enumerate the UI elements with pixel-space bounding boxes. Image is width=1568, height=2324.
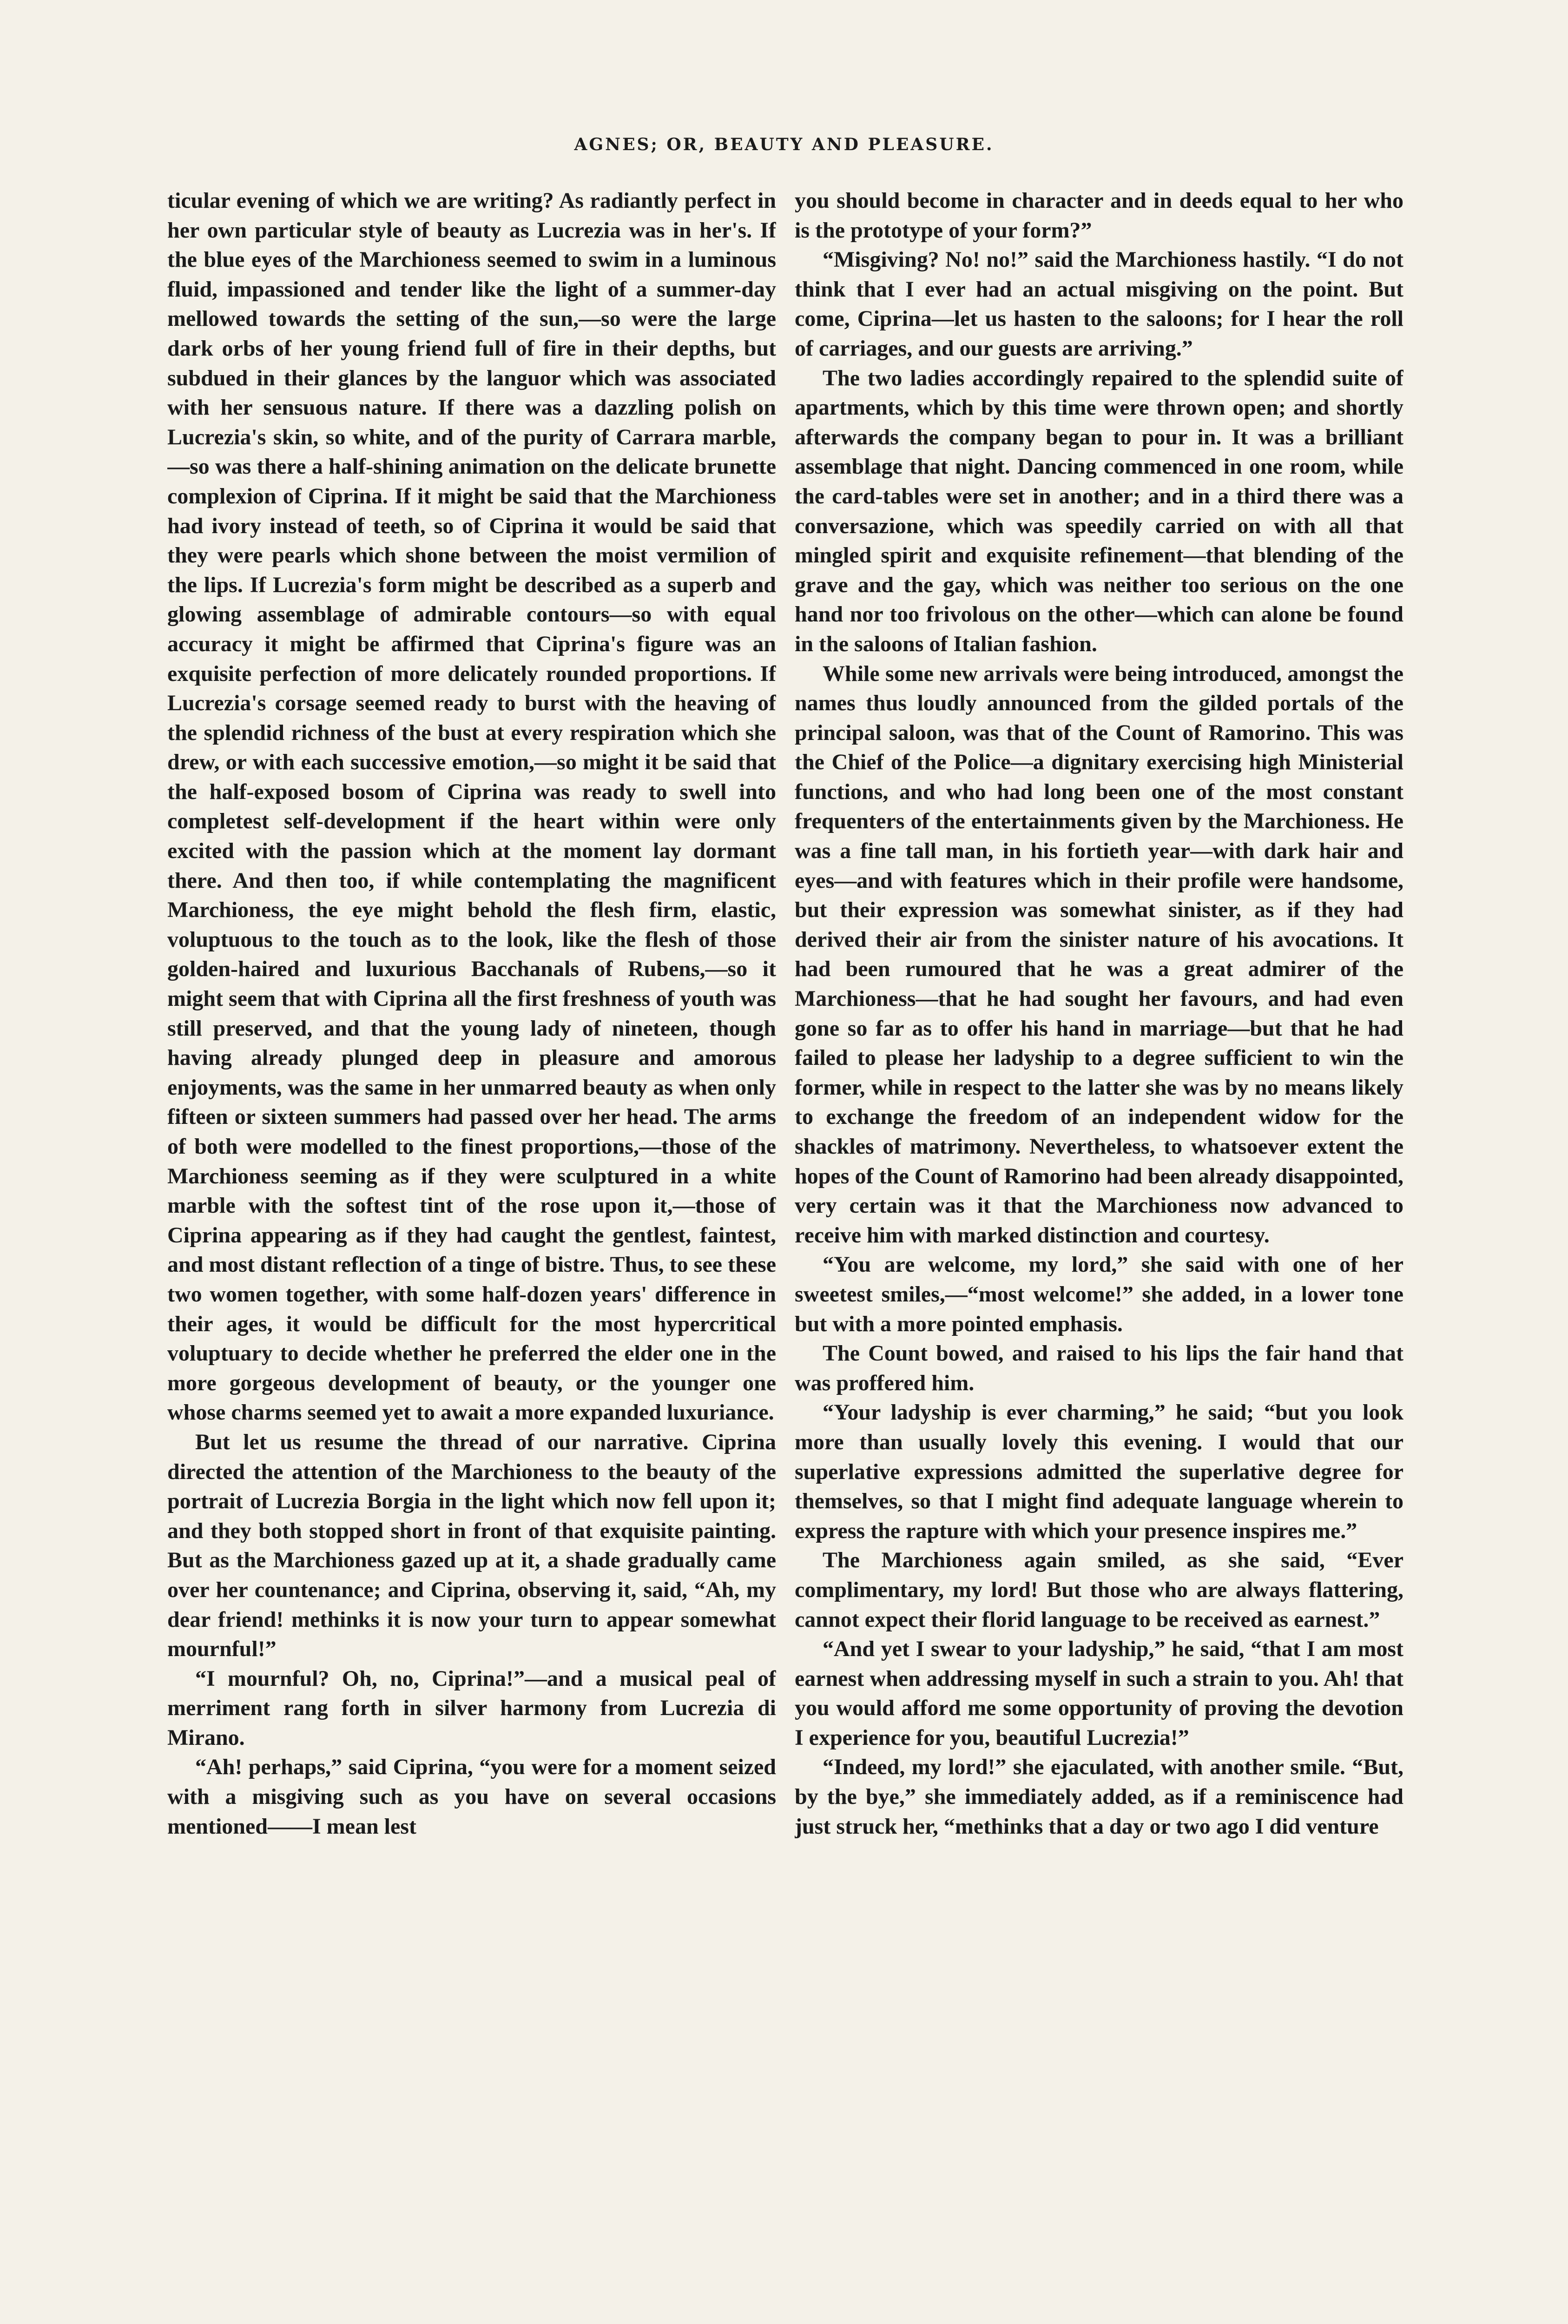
paragraph: “I mournful? Oh, no, Ciprina!”—and a musical peal of merriment rang forth in silver harmony from Lucrezia di Mirano. xyxy=(167,1666,776,1750)
paragraph: “Indeed, my lord!” she ejaculated, with another smile. “But, by the bye,” she immediately added, as if a reminiscence had just struck her, “methinks that a day or two ago I did venture xyxy=(795,1755,1403,1839)
running-head: AGNES; OR, BEAUTY AND PLEASURE. xyxy=(574,135,994,154)
paragraph: While some new arrivals were being introduced, amongst the names thus loudly announced from the gilded portals of the principal saloon, was that of the Count of Ramorino. This was the Chief of the Police—a dignitary exercising high Ministerial functions, and who had long been one of the most constant frequenters of the entertainments given by the Marchioness. He was a fine tall man, in his fortieth year—with dark hair and eyes—and with features which in their profile were handsome, but their expression was somewhat sinister, as if they had derived their air from the sinister nature of his avocations. It had been rumoured that he was a great admirer of the Marchioness—that he had sought her favours, and had even gone so far as to offer his hand in marriage—but that he had failed to please her ladyship to a degree sufficient to win the former, while in respect to the latter she was by no means likely to exchange the freedom of an independent widow for the shackles of matrimony. Nevertheless, to whatsoever extent the hopes of the Count of Ramorino had been already disappointed, very certain was it that the Marchioness now advanced to receive him with marked distinction and courtesy. xyxy=(795,661,1403,1248)
paragraph: But let us resume the thread of our narrative. Ciprina directed the attention of the Marchioness to the beauty of the portrait of Lucrezia Borgia in the light which now fell upon it; and they both stopped short in front of that exquisite painting. But as the Marchioness gazed up at it, a shade gradually came over her countenance; and Ciprina, observing it, said, “Ah, my dear friend! methinks it is now your turn to appear somewhat mournful!” xyxy=(167,1429,776,1662)
left-column xyxy=(167,186,776,2305)
paragraph: “Ah! perhaps,” said Ciprina, “you were for a moment seized with a misgiving such as you have on several occasions mentioned——I mean lest xyxy=(167,1755,776,1839)
right-column xyxy=(795,186,1403,2305)
paragraph: “And yet I swear to your ladyship,” he said, “that I am most earnest when addressing myself in such a strain to you. Ah! that you would afford me some opportunity of proving the devotion I experience for you, beautiful Lucrezia!” xyxy=(795,1637,1403,1750)
paragraph: The Marchioness again smiled, as she said, “Ever complimentary, my lord! But those who are always flattering, cannot expect their florid language to be received as earnest.” xyxy=(795,1548,1403,1632)
paragraph: “Your ladyship is ever charming,” he said; “but you look more than usually lovely this evening. I would that our superlative expressions admitted the superlative degree for themselves, so that I might find adequate language wherein to express the rapture with which your presence inspires me.” xyxy=(795,1400,1403,1543)
paragraph: ticular evening of which we are writing? As radiantly perfect in her own particular style of beauty as Lucrezia was in her's. If the blue eyes of the Marchioness seemed to swim in a luminous fluid, impassioned and tender like the light of a summer-day mellowed towards the setting of the sun,—so were the large dark orbs of her young friend full of fire in their depths, but subdued in their glances by the languor which was associated with her sensuous nature. If there was a dazzling polish on Lucrezia's skin, so white, and of the purity of Carrara marble,—so was there a half-shining animation on the delicate brunette complexion of Ciprina. If it might be said that the Marchioness had ivory instead of teeth, so of Ciprina it would be said that they were pearls which shone between the moist vermilion of the lips. If Lucrezia's form might be described as a superb and glowing assemblage of admirable contours—so with equal accuracy it might be affirmed that Ciprina's figure was an exquisite perfection of more delicately rounded proportions. If Lucrezia's corsage seemed ready to burst with the heaving of the splendid richness of the bust at every respiration which she drew, or with each successive emotion,—so might it be said that the half-exposed bosom of Ciprina was ready to swell into completest self-development if the heart within were only excited with the passion which at the moment lay dormant there. And then too, if while contemplating the magnificent Marchioness, the eye might behold the flesh firm, elastic, voluptuous to the touch as to the look, like the flesh of those golden-haired and luxurious Bacchanals of Rubens,—so it might seem that with Ciprina all the first freshness of youth was still preserved, and that the young lady of nineteen, though having already plunged deep in pleasure and amorous enjoyments, was the same in her unmarred beauty as when only fifteen or sixteen summers had passed over her head. The arms of both were modelled to the finest proportions,—those of the Marchioness seeming as if they were sculptured in a white marble with the softest tint of the rose upon it,—those of Ciprina appearing as if they had caught the gentlest, faintest, and most distant reflection of a tinge of bistre. Thus, to see these two women together, with some half-dozen years' difference in their ages, it would be difficult for the most hypercritical voluptuary to decide whether he preferred the elder one in the more gorgeous development of beauty, or the younger one whose charms seemed yet to await a more expanded luxuriance. xyxy=(167,188,776,1425)
paragraph: “Misgiving? No! no!” said the Marchioness hastily. “I do not think that I ever had an actual misgiving on the point. But come, Ciprina—let us hasten to the saloons; for I hear the roll of carriages, and our guests are arriving.” xyxy=(795,247,1403,361)
paragraph: “You are welcome, my lord,” she said with one of her sweetest smiles,—“most welcome!” she added, in a lower tone but with a more pointed emphasis. xyxy=(795,1252,1403,1336)
paragraph: The two ladies accordingly repaired to the splendid suite of apartments, which by this time were thrown open; and shortly afterwards the company began to pour in. It was a brilliant assemblage that night. Dancing commenced in one room, while the card-tables were set in another; and in a third there was a conversazione, which was speedily carried on with all that mingled spirit and exquisite refinement—that blending of the grave and the gay, which was neither too serious on the one hand nor too frivolous on the other—which can alone be found in the saloons of Italian fashion. xyxy=(795,365,1403,656)
paragraph: The Count bowed, and raised to his lips the fair hand that was proffered him. xyxy=(795,1341,1403,1395)
paragraph: you should become in character and in deeds equal to her who is the prototype of your form?” xyxy=(795,188,1403,243)
